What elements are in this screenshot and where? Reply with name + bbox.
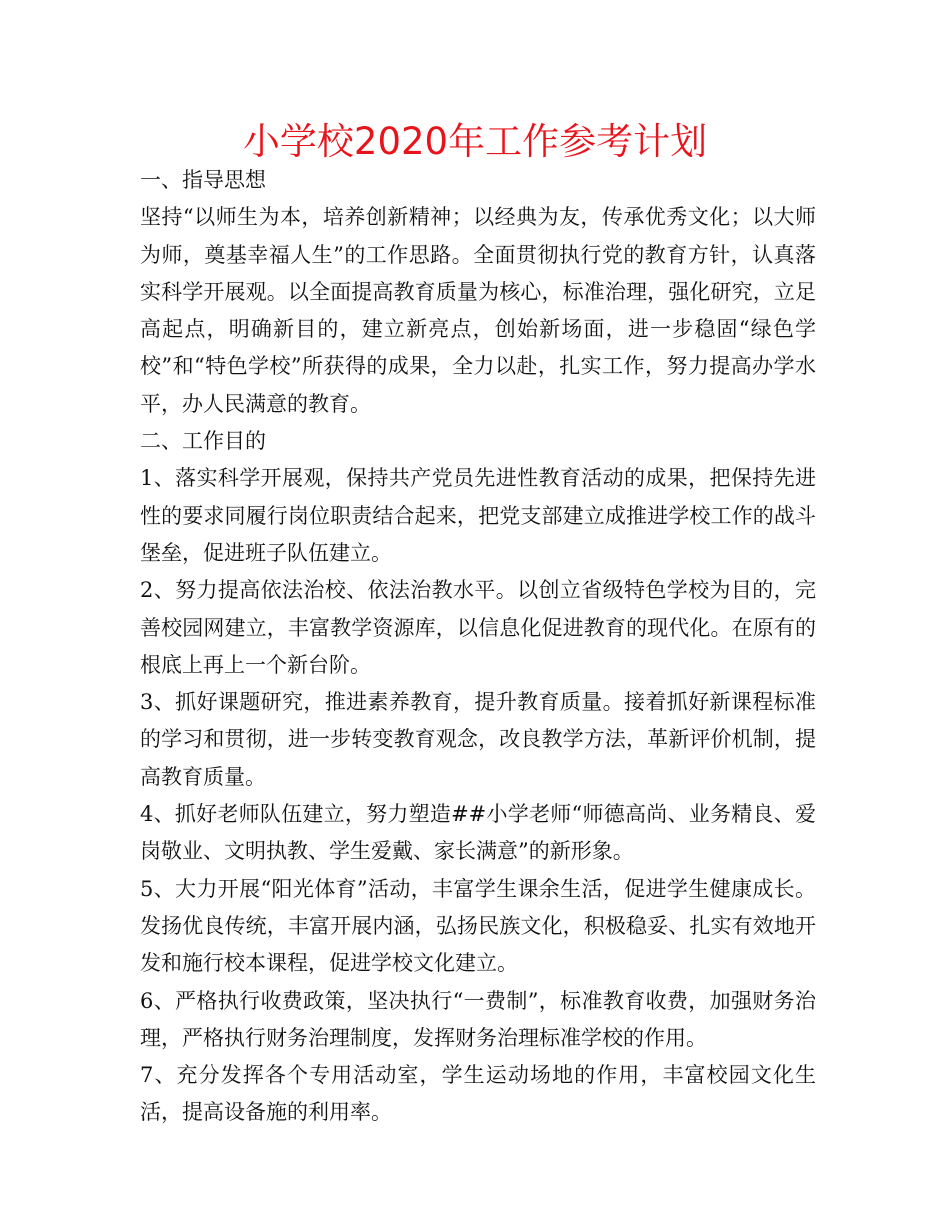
paragraph-guiding-ideology: 坚持“以师生为本，培养创新精神；以经典为友，传承优秀文化；以大师为师，奠基幸福人生”的工作思路。全面贯彻执行党的教育方针，认真落实科学开展观。以全面提高教育质量为核心，标准治理，强化研究，立足高起点，明确新目的，建立新亮点，创始新场面，进一步稳固“绿色学校”和“特色学校”所获得的成果，全力以赴，扎实工作，努力提高办学水平，办人民满意的教育。: [140, 205, 816, 416]
paragraph-goal-7: 7、充分发挥各个专用活动室，学生运动场地的作用，丰富校园文化生活，提高设备施的利用率。: [140, 1063, 816, 1125]
paragraph-goal-1: 1、落实科学开展观，保持共产党员先进性教育活动的成果，把保持先进性的要求同履行岗位职责结合起来，把党支部建立成推进学校工作的战斗堡垒，促进班子队伍建立。: [140, 466, 816, 565]
paragraph-goal-2: 2、努力提高依法治校、依法治教水平。以创立省级特色学校为目的，完善校园网建立，丰富教学资源库，以信息化促进教育的现代化。在原有的根底上再上一个新台阶。: [140, 578, 816, 677]
section-heading-work-goals: 二、工作目的: [140, 429, 266, 454]
document-title: 小学校2020年工作参考计划: [242, 120, 708, 163]
paragraph-goal-6: 6、严格执行收费政策，坚决执行“一费制”，标准教育收费，加强财务治理，严格执行财务治理制度，发挥财务治理标准学校的作用。: [140, 988, 816, 1050]
paragraph-goal-4: 4、抓好老师队伍建立，努力塑造##小学老师“师德高尚、业务精良、爱岗敬业、文明执教、学生爱戴、家长满意”的新形象。: [140, 802, 816, 864]
document-body: [140, 162, 816, 1132]
paragraph-goal-3: 3、抓好课题研究，推进素养教育，提升教育质量。接着抓好新课程标准的学习和贯彻，进一步转变教育观念，改良教学方法，革新评价机制，提高教育质量。: [140, 690, 816, 789]
paragraph-goal-5: 5、大力开展“阳光体育”活动，丰富学生课余生活，促进学生健康成长。发扬优良传统，丰富开展内涵，弘扬民族文化，积极稳妥、扎实有效地开发和施行校本课程，促进学校文化建立。: [140, 876, 816, 976]
section-heading-guiding-ideology: 一、指导思想: [140, 168, 266, 192]
